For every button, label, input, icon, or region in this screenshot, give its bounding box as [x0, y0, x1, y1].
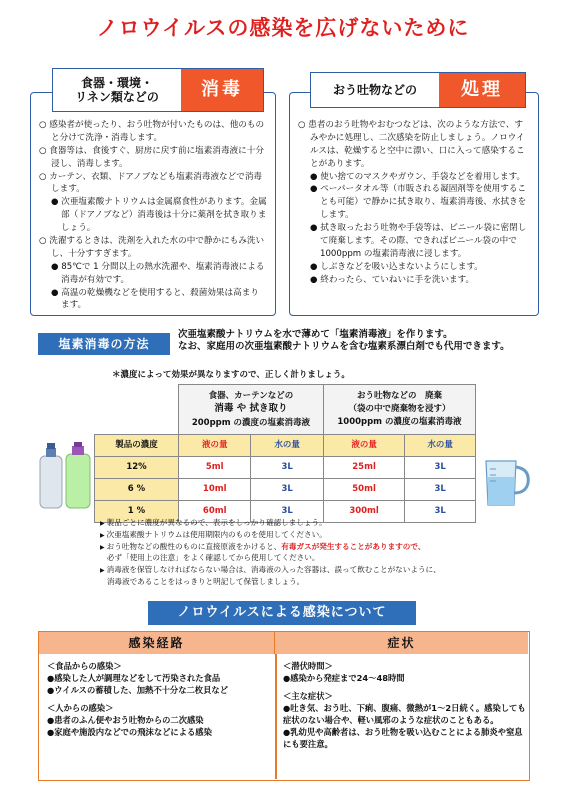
route-header: 感染経路 [39, 632, 275, 654]
symptom-header: 症状 [275, 632, 528, 654]
table-row [95, 479, 476, 501]
row-liquid-2: 25ml [323, 457, 404, 479]
main-symptom-item-1: ● 吐き気、おう吐、下痢、腹痛、微熱が1～2日続く。感染しても症状のない場合や、軽い風邪のような症状のこともある。 [283, 702, 527, 726]
method-banner: 塩素消毒の方法 [38, 333, 170, 355]
list-item: ○ 洗濯するときは、洗剤を入れた水の中で静かにもみ洗いし、十分すすぎます。 [39, 235, 267, 261]
food-heading: ＜食品からの感染＞ [47, 661, 122, 671]
incubation-heading: ＜潜伏時間＞ [283, 661, 333, 671]
list-item: ○ 患者のおう吐物やおむつなどは、次のような方法で、すみやかに処理し、二次感染を防止しましょう。ノロウイルスは、乾燥すると空中に漂い、口に入って感染することがあります。 [298, 119, 530, 171]
vomit-label: おう吐物などの [311, 73, 439, 107]
symptom-column [283, 660, 527, 750]
infection-banner: ノロウイルスによる感染について [148, 601, 416, 625]
food-item-1: ● 感染した人が調理などをして汚染された食品 [47, 672, 269, 684]
disinfect-box [30, 92, 276, 316]
row-liquid-2: 300ml [323, 501, 404, 523]
note-text: おう吐物などの酸性のものに直接原液をかけると、 [106, 541, 282, 551]
vomit-tag: 処理 [439, 73, 525, 107]
disinfect-label: 食器・環境・ リネン類などの [53, 69, 181, 111]
table-subheader [95, 435, 476, 457]
head2-line3: 1000ppm の濃度の塩素消毒液 [337, 416, 462, 427]
note-item: ▶ 製品ごとに濃度が異なるので、表示をしっかり確認しましょう。 [100, 517, 540, 529]
col-water-1: 水の量 [251, 435, 323, 457]
usage-notes [100, 517, 540, 588]
list-item: ● 85℃で 1 分間以上の熱水洗濯や、塩素消毒液による消毒が有効です。 [39, 261, 267, 287]
list-item: ○ 感染者が使ったり、おう吐物が付いたものは、他のものと分けて洗浄・消毒します。 [39, 119, 267, 145]
head2-line1: おう吐物などの 廃棄 [356, 391, 442, 402]
note-item [100, 541, 540, 553]
person-item-1: ● 患者のふん便やおう吐物からの二次感染 [47, 714, 269, 726]
measuring-cup-icon [482, 455, 532, 507]
row-water-1: 3L [251, 457, 323, 479]
method-text [178, 329, 548, 354]
note-text: 必ず「使用上の注意」をよく確認してから使用してください。 [106, 553, 320, 563]
head1-line2: 消毒 や 拭き取り [214, 403, 288, 415]
list-item: ● 拭き取ったおう吐物や手袋等は、ビニール袋に密閉して廃棄します。その際、できればビニール袋の中で 1000ppm の塩素消毒液に浸します。 [298, 222, 530, 261]
head1-line1: 食器、カーテンなどの [208, 390, 294, 401]
disinfect-header [52, 68, 264, 112]
col-water-2: 水の量 [405, 435, 476, 457]
row-conc: 6 % [95, 479, 179, 501]
note-item [100, 576, 540, 588]
incubation-item: ● 感染から発症まで24～48時間 [283, 672, 527, 684]
row-water-1: 3L [251, 501, 323, 523]
table-corner [95, 385, 179, 435]
row-conc: 12% [95, 457, 179, 479]
note-text: 消毒液であることをはっきりと明記して保管しましょう。 [106, 576, 305, 586]
head2-line2: （袋の中で廃棄物を浸す） [348, 404, 451, 415]
disinfect-list [39, 119, 267, 312]
head1-line3: 200ppm の濃度の塩素消毒液 [191, 417, 311, 428]
method-line-1: 次亜塩素酸ナトリウムを水で薄めて「塩素消毒液」を作ります。 [178, 329, 453, 340]
note-item: ▶ 消毒液を保管しなければならない場合は、消毒液の入った容器は、誤って飲むことがないように、 [100, 564, 540, 576]
list-item: ○ 食器等は、食後すぐ、厨房に戻す前に塩素消毒液に十分浸し、消毒します。 [39, 145, 267, 171]
person-heading: ＜人からの感染＞ [47, 703, 114, 714]
note-item [100, 552, 540, 564]
row-conc: 1 % [95, 501, 179, 523]
column-divider [275, 654, 277, 779]
row-water-1: 3L [251, 479, 323, 501]
food-item-2: ● ウイルスの蓄積した、加熱不十分な二枚貝など [47, 684, 269, 696]
vomit-list [298, 119, 530, 287]
page-title: ノロウイルスの感染を広げないために [96, 16, 470, 40]
list-item: ● ペーパータオル等（市販される凝固剤等を使用することも可能）で静かに拭き取り、塩素消毒後、水拭きをします。 [298, 183, 530, 222]
main-symptom-heading: ＜主な症状＞ [283, 691, 333, 702]
method-note: ＊濃度によって効果が異なりますので、正しく計りましょう。 [112, 370, 350, 380]
row-liquid-1: 60ml [179, 501, 251, 523]
col-concentration: 製品の濃度 [95, 435, 179, 457]
col-liquid-1: 液の量 [179, 435, 251, 457]
list-item: ● 次亜塩素酸ナトリウムは金属腐食性があります。金属部（ドアノブなど）消毒後は十分に薬剤を拭き取りましょう。 [39, 196, 267, 235]
infection-table [38, 631, 530, 781]
note-item: ▶ 次亜塩素酸ナトリウムは使用期限内のものを使用してください。 [100, 529, 540, 541]
note-warning: 有毒ガスが発生することがありますので、 [281, 541, 426, 551]
row-liquid-1: 5ml [179, 457, 251, 479]
list-item: ● 終わったら、ていねいに手を洗います。 [298, 274, 530, 287]
dilution-table [94, 384, 476, 523]
row-liquid-2: 50ml [323, 479, 404, 501]
bleach-bottles-icon [36, 442, 94, 510]
row-liquid-1: 10ml [179, 479, 251, 501]
list-item: ● 高温の乾燥機などを使用すると、殺菌効果は高まります。 [39, 287, 267, 313]
method-line-2: なお、家庭用の次亜塩素酸ナトリウムを含む塩素系漂白剤でも代用できます。 [178, 341, 510, 353]
vomit-header [310, 72, 526, 108]
vomit-box [289, 92, 539, 316]
table-row [95, 457, 476, 479]
list-item: ○ カーテン、衣類、ドアノブなども塩素消毒液などで消毒します。 [39, 171, 267, 197]
list-item: ● 使い捨てのマスクやガウン、手袋などを着用します。 [298, 171, 530, 184]
row-water-2: 3L [405, 501, 476, 523]
table-head-disinfect [179, 385, 324, 435]
person-item-2: ● 家庭や施設内などでの飛沫などによる感染 [47, 726, 269, 738]
disinfect-tag: 消毒 [181, 69, 263, 111]
route-column [47, 660, 269, 738]
list-item: ● しぶきなどを吸い込まないようにします。 [298, 261, 530, 274]
table-head-vomit [323, 385, 475, 435]
col-liquid-2: 液の量 [323, 435, 404, 457]
row-water-2: 3L [405, 479, 476, 501]
main-symptom-item-2: ● 乳幼児や高齢者は、おう吐物を吸い込むことによる肺炎や窒息にも要注意。 [283, 726, 527, 750]
row-water-2: 3L [405, 457, 476, 479]
